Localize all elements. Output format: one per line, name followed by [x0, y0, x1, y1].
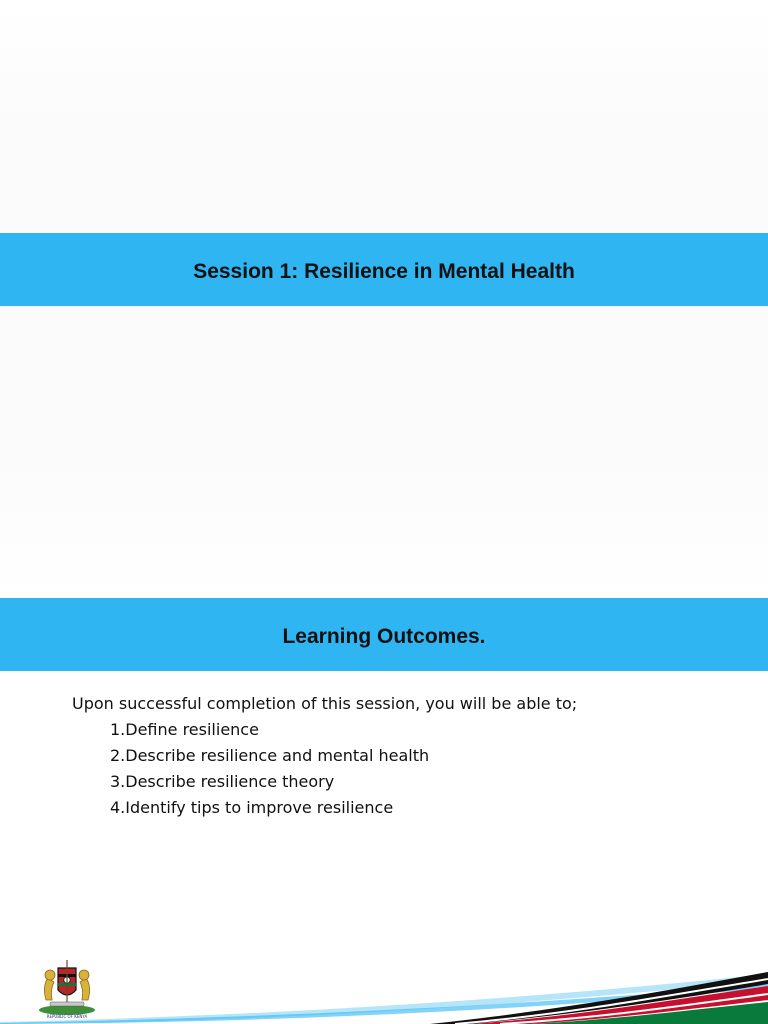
flag-stripes-footer: [0, 944, 768, 1024]
coat-of-arms-logo: [36, 956, 98, 1020]
outcomes-intro: Upon successful completion of this session, you will be able to;: [72, 694, 578, 713]
outcome-item: 3.Describe resilience theory: [110, 772, 335, 791]
logo-caption: REPUBLIC OF KENYA: [46, 1014, 88, 1019]
session-title: Session 1: Resilience in Mental Health: [193, 259, 575, 283]
outcome-list: [72, 717, 577, 821]
session-title-banner: [0, 233, 768, 306]
outcome-item: 1.Define resilience: [110, 720, 259, 739]
slide-learning-outcomes: [0, 598, 768, 1024]
outcome-item: 2.Describe resilience and mental health: [110, 746, 430, 765]
learning-outcomes-banner: [0, 598, 768, 671]
outcome-item: 4.Identify tips to improve resilience: [110, 798, 394, 817]
learning-outcomes-body: [72, 691, 577, 821]
learning-outcomes-title: Learning Outcomes.: [282, 624, 486, 648]
